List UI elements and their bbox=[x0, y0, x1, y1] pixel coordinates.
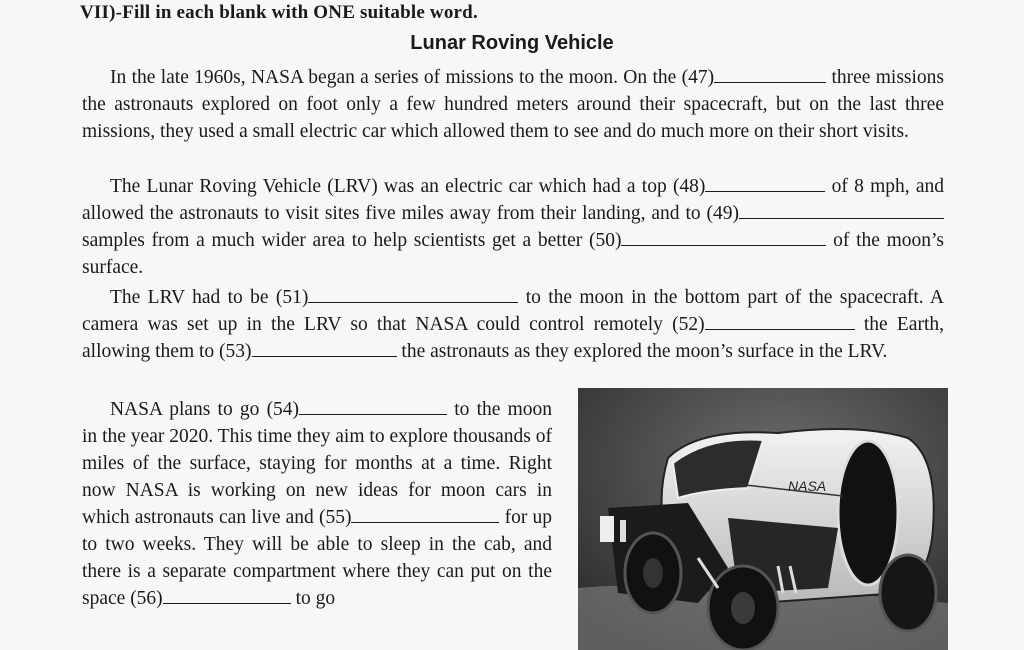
p3-text-b: to the moon in the bottom part of the spacecraft. A camera was set up in the LRV so that NASA could control remotely bbox=[82, 287, 945, 335]
blank-48-number: (48) bbox=[672, 176, 706, 197]
blank-50-number: (50) bbox=[588, 230, 622, 251]
blank-52[interactable] bbox=[705, 311, 855, 330]
exercise-heading: VII)-Fill in each blank with ONE suitable word. bbox=[80, 2, 478, 23]
lunar-vehicle-photo bbox=[578, 388, 948, 650]
blank-47[interactable] bbox=[714, 64, 826, 83]
p4-text-d: to go bbox=[295, 588, 336, 609]
p3-text-a: The LRV had to be bbox=[110, 287, 269, 308]
paragraph-4 bbox=[82, 396, 552, 612]
p2-text-c: samples from a much wider area to help scientists get a better bbox=[82, 230, 583, 251]
blank-47-number: (47) bbox=[681, 67, 715, 88]
lunar-vehicle-illustration bbox=[578, 388, 948, 650]
blank-55[interactable] bbox=[351, 504, 499, 523]
blank-53[interactable] bbox=[252, 338, 397, 357]
p4-text-b: to the moon in the year 2020. This time they aim to explore thousands of miles of the surface, staying for months at a time. Right now NASA is working on new ideas for moon cars in which astronauts can live and bbox=[82, 399, 553, 528]
passage-title: Lunar Roving Vehicle bbox=[410, 32, 614, 54]
blank-54-number: (54) bbox=[266, 399, 300, 420]
paragraph-1 bbox=[82, 64, 944, 145]
paragraph-3 bbox=[82, 284, 944, 365]
blank-53-number: (53) bbox=[219, 341, 252, 362]
nasa-logo-text: NASA bbox=[788, 478, 827, 494]
blank-56[interactable] bbox=[163, 585, 291, 604]
p4-text-a: NASA plans to go bbox=[110, 399, 260, 420]
blank-55-number: (55) bbox=[318, 507, 352, 528]
blank-51-number: (51) bbox=[275, 287, 309, 308]
blank-50[interactable] bbox=[621, 227, 826, 246]
paragraph-2 bbox=[82, 173, 944, 281]
blank-54[interactable] bbox=[299, 396, 447, 415]
p3-text-d: the astronauts as they explored the moon’s surface in the LRV. bbox=[401, 341, 888, 362]
blank-56-number: (56) bbox=[130, 588, 163, 609]
p4-text-c: for up to two weeks. They will be able to sleep in the cab, and there is a separate compartment where they can put on the space bbox=[82, 507, 552, 609]
blank-48[interactable] bbox=[705, 173, 825, 192]
p2-text-d: of the moon’s surface. bbox=[82, 230, 945, 278]
blank-49-number: (49) bbox=[706, 203, 740, 224]
p3-text-c: the Earth, allowing them to bbox=[82, 314, 944, 362]
p2-text-b: of 8 mph, and allowed the astronauts to visit sites five miles away from their landing, and to bbox=[82, 176, 944, 224]
blank-51[interactable] bbox=[308, 284, 518, 303]
p2-text-a: The Lunar Roving Vehicle (LRV) was an electric car which had a top bbox=[110, 176, 667, 197]
blank-52-number: (52) bbox=[672, 314, 705, 335]
p1-text-a: In the late 1960s, NASA began a series of missions to the moon. On the bbox=[110, 67, 677, 88]
blank-49[interactable] bbox=[739, 200, 944, 219]
p1-text-b: three missions the astronauts explored on foot only a few hundred meters around their spacecraft, but on the last three missions, they used a small electric car which allowed them to see and do much more on their short visits. bbox=[82, 67, 945, 142]
